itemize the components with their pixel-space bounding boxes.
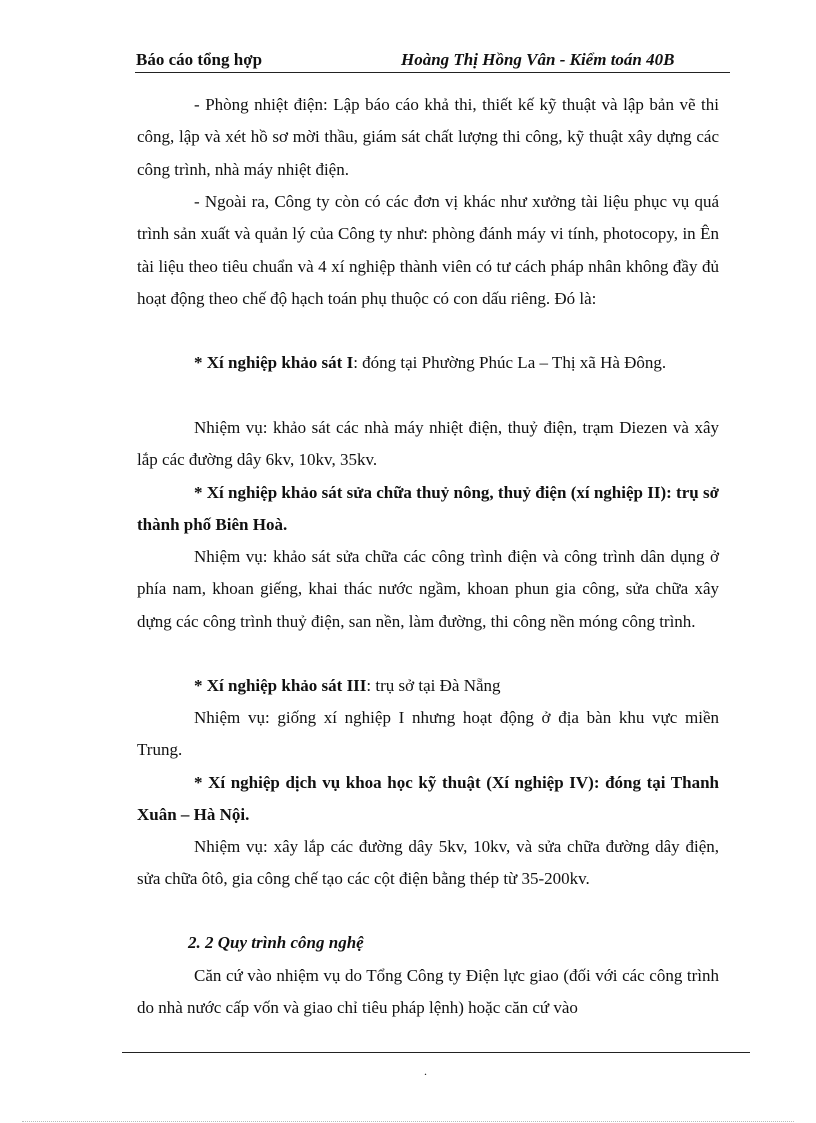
paragraph-thermal-dept: - Phòng nhiệt điện: Lập báo cáo khả thi, thiết kế kỹ thuật và lập bản vẽ thi công, lập và xét hồ sơ mời thầu, giám sát chất lượng thi công, kỹ thuật xây dựng các công trình, nhà máy nhiệt điện. <box>137 95 719 179</box>
enterprise-3-name: * Xí nghiệp khảo sát III <box>194 676 367 695</box>
paragraph-enterprise-1-duty: Nhiệm vụ: khảo sát các nhà máy nhiệt điện, thuỷ điện, trạm Diezen và xây lắp các đường dây 6kv, 10kv, 35kv. <box>137 418 719 470</box>
page-header <box>135 46 730 73</box>
paragraph-enterprise-2: * Xí nghiệp khảo sát sửa chữa thuỷ nông, thuỷ điện (xí nghiệp II): trụ sở thành phố Biên Hoà. <box>137 483 719 535</box>
enterprise-1-location: : đóng tại Phường Phúc La – Thị xã Hà Đông. <box>353 353 667 372</box>
section-heading-technology-process: 2. 2 Quy trình công nghệ <box>188 933 364 952</box>
paragraph-enterprise-3 <box>137 670 719 702</box>
footer-mark: . <box>424 1064 427 1078</box>
footer-divider <box>122 1052 750 1053</box>
paragraph-enterprise-3-duty: Nhiệm vụ: giống xí nghiệp I nhưng hoạt động ở địa bàn khu vực miền Trung. <box>137 708 719 760</box>
page-bottom-edge <box>22 1121 794 1122</box>
enterprise-3-location: : trụ sở tại Đà Nẵng <box>366 676 501 695</box>
paragraph-process-intro: Căn cứ vào nhiệm vụ do Tổng Công ty Điện lực giao (đối với các công trình do nhà nước cấp vốn và giao chỉ tiêu pháp lệnh) hoặc căn cứ vào <box>137 966 719 1018</box>
paragraph-enterprise-2-duty: Nhiệm vụ: khảo sát sửa chữa các công trình điện và công trình dân dụng ở phía nam, khoan giếng, khai thác nước ngầm, khoan phun gia công, sửa chữa xây dựng các công trình thuỷ điện, san nền, làm đường, thi công nền móng công trình. <box>137 547 719 631</box>
header-author: Hoàng Thị Hồng Vân - Kiểm toán 40B <box>401 50 675 69</box>
enterprise-1-name: * Xí nghiệp khảo sát I <box>194 353 354 372</box>
paragraph-enterprise-4-duty: Nhiệm vụ: xây lắp các đường dây 5kv, 10kv, và sửa chữa đường dây điện, sửa chữa ôtô, gia công chế tạo các cột điện bằng thép từ 35-200kv. <box>137 837 719 889</box>
paragraph-enterprise-1 <box>137 347 719 379</box>
paragraph-other-units: - Ngoài ra, Công ty còn có các đơn vị khác như xưởng tài liệu phục vụ quá trình sản xuất và quản lý của Công ty như: phòng đánh máy vi tính, photocopy, in Ên tài liệu theo tiêu chuẩn và 4 xí nghiệp thành viên có tư cách pháp nhân không đầy đủ hoạt động theo chế độ hạch toán phụ thuộc có con dấu riêng. Đó là: <box>137 192 719 308</box>
header-report-title: Báo cáo tổng hợp <box>136 50 263 69</box>
paragraph-enterprise-4: * Xí nghiệp dịch vụ khoa học kỹ thuật (Xí nghiệp IV): đóng tại Thanh Xuân – Hà Nội. <box>137 773 719 825</box>
